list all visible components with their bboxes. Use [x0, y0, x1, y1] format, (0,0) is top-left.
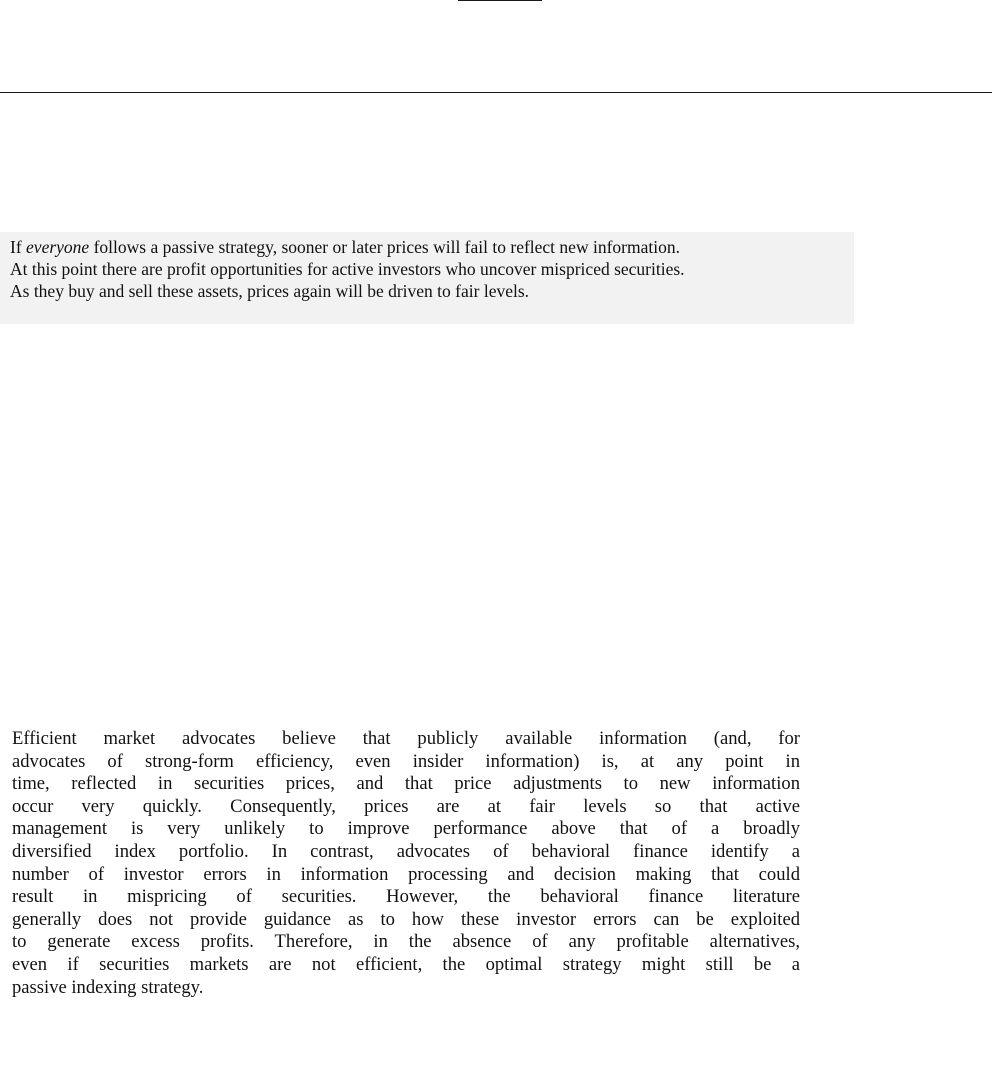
answer-line: to generate excess profits. Therefore, in the absence of any profitable alternatives,: [12, 931, 800, 953]
answer-paragraph: [12, 728, 800, 999]
top-underline-rule: [458, 0, 542, 1]
answer-line: Efficient market advocates believe that publicly available information (and, for: [12, 728, 800, 749]
quote-line-2: At this point there are profit opportunities for active investors who uncover mispriced securities.: [10, 259, 685, 279]
quote-line-3: As they buy and sell these assets, prices again will be driven to fair levels.: [10, 281, 530, 301]
answer-line: passive indexing strategy.: [12, 976, 204, 998]
horizontal-rule: [0, 92, 992, 93]
answer-line: generally does not provide guidance as to how these investor errors can be exploited: [12, 908, 800, 930]
quote-emphasis: everyone: [26, 237, 90, 257]
answer-line: management is very unlikely to improve performance above that of a broadly: [12, 818, 800, 840]
answer-line: occur very quickly. Consequently, prices are at fair levels so that active: [12, 795, 800, 817]
answer-line: number of investor errors in information processing and decision making that could: [12, 863, 800, 885]
answer-line: advocates of strong-form efficiency, even insider information) is, at any point in: [12, 750, 800, 772]
quote-box: [0, 232, 854, 324]
quote-line-1-prefix: If: [10, 237, 27, 257]
answer-line: diversified index portfolio. In contrast, advocates of behavioral finance identify a: [12, 840, 800, 862]
quote-line-1: [10, 236, 850, 258]
answer-line: time, reflected in securities prices, and that price adjustments to new information: [12, 773, 800, 795]
quote-text: [10, 236, 850, 302]
quote-line-1-suffix: follows a passive strategy, sooner or later prices will fail to reflect new information.: [89, 237, 680, 257]
answer-line: even if securities markets are not efficient, the optimal strategy might still be a: [12, 953, 800, 975]
answer-line: result in mispricing of securities. However, the behavioral finance literature: [12, 886, 800, 908]
